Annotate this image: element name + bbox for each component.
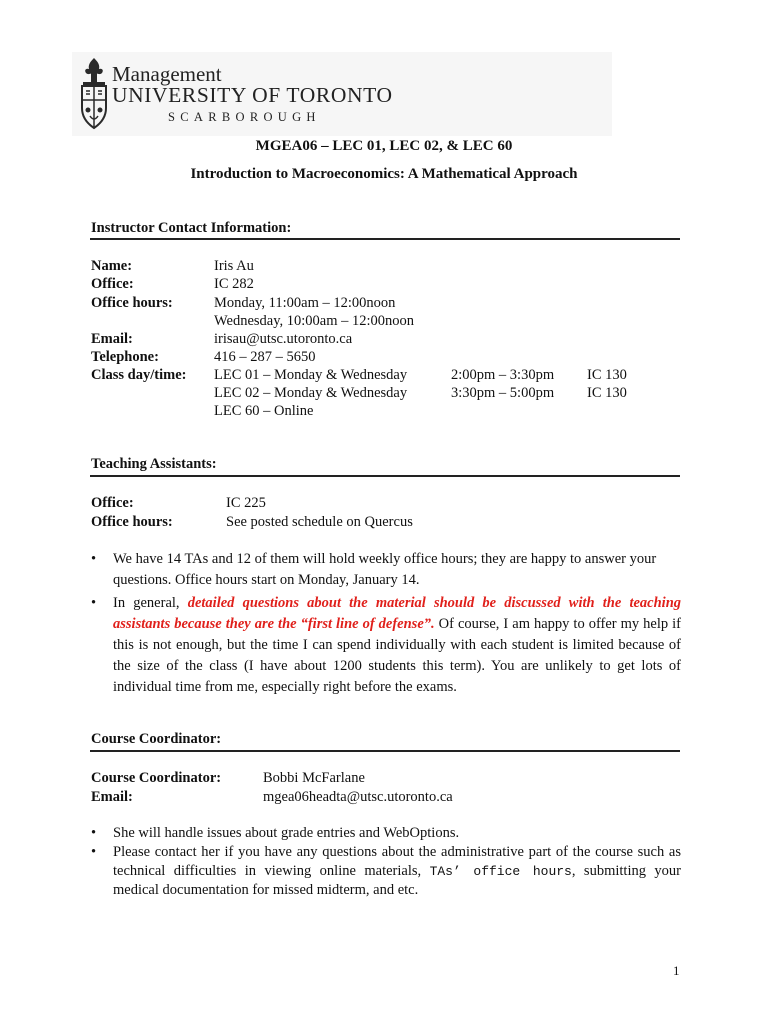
email-label: Email:	[91, 331, 133, 347]
bullet-icon: •	[91, 551, 97, 567]
office-label: Office:	[91, 276, 134, 292]
instructor-name: Iris Au	[214, 258, 254, 274]
class-time: 2:00pm – 3:30pm	[451, 367, 555, 383]
name-label: Name:	[91, 258, 133, 274]
course-subtitle: Introduction to Macroeconomics: A Mathematical Approach	[190, 166, 578, 182]
coordinator-note-1: She will handle issues about grade entries and WebOptions.	[113, 825, 460, 841]
university-logo	[72, 52, 612, 136]
list-item	[91, 843, 681, 900]
coordinator-email-label: Email:	[91, 789, 133, 805]
list-item	[91, 824, 681, 843]
ta-note-1-line1: We have 14 TAs and 12 of them will hold weekly office hours; they are happy to answer your	[113, 551, 657, 567]
ta-note-1-line2: questions. Office hours start on Monday, January 14.	[113, 572, 420, 588]
section-divider	[90, 238, 680, 240]
ta-notes-list	[91, 549, 681, 698]
instructor-office: IC 282	[214, 276, 254, 292]
class-time-label: Class day/time:	[91, 367, 187, 383]
logo-management: Management	[112, 62, 222, 86]
ta-section-heading: Teaching Assistants:	[91, 456, 217, 472]
course-code-title: MGEA06 – LEC 01, LEC 02, & LEC 60	[255, 138, 513, 154]
coordinator-note-2-mono: TAs’ office hours	[429, 864, 572, 879]
university-crest-icon	[78, 56, 110, 132]
class-section: LEC 60 – Online	[214, 403, 314, 419]
telephone-label: Telephone:	[91, 349, 159, 365]
class-section: LEC 02 – Monday & Wednesday	[214, 385, 408, 401]
class-room: IC 130	[587, 367, 627, 383]
class-section: LEC 01 – Monday & Wednesday	[214, 367, 408, 383]
coordinator-email: mgea06headta@utsc.utoronto.ca	[263, 789, 453, 805]
section-divider	[90, 750, 680, 752]
bullet-icon: •	[91, 844, 97, 860]
office-hours-label: Office hours:	[91, 295, 173, 311]
coordinator-section-heading: Course Coordinator:	[91, 731, 222, 747]
page-number: 1	[673, 963, 680, 978]
coordinator-note-2-rest: , submitting your medical documentation for missed midterm, and etc.	[113, 863, 681, 898]
section-divider	[90, 475, 680, 477]
ta-office-hours-label: Office hours:	[91, 514, 173, 530]
class-room: IC 130	[587, 385, 627, 401]
instructor-email: irisau@utsc.utoronto.ca	[214, 331, 353, 347]
class-time: 3:30pm – 5:00pm	[451, 385, 555, 401]
coordinator-name: Bobbi McFarlane	[263, 770, 365, 786]
logo-university: UNIVERSITY OF TORONTO	[112, 83, 393, 107]
list-item	[91, 593, 681, 698]
bullet-icon: •	[91, 825, 97, 841]
ta-office-hours: See posted schedule on Quercus	[226, 514, 413, 530]
office-hours-wednesday: Wednesday, 10:00am – 12:00noon	[214, 313, 415, 329]
office-hours-monday: Monday, 11:00am – 12:00noon	[214, 295, 396, 311]
ta-office: IC 225	[226, 495, 266, 511]
ta-note-2-lead: In general,	[113, 595, 188, 611]
list-item	[91, 549, 681, 591]
coordinator-label: Course Coordinator:	[91, 770, 222, 786]
instructor-telephone: 416 – 287 – 5650	[214, 349, 316, 365]
logo-campus: SCARBOROUGH	[168, 110, 321, 124]
coordinator-notes-list	[91, 824, 681, 900]
bullet-icon: •	[91, 595, 97, 611]
instructor-section-heading: Instructor Contact Information:	[91, 220, 292, 236]
ta-office-label: Office:	[91, 495, 134, 511]
ta-note-2-rest: Of course, I am happy to offer my help if this is not enough, but the time I can spend individually with each student is limited because of the size of the class (I have about 1200 students this term). You are unlikely to get lots of individual time from me, especially right before the exams.	[113, 616, 681, 695]
ta-note-2-emphasis: detailed questions about the material should be discussed with the teaching assistants because they are the “first line of defense”.	[113, 595, 682, 632]
coordinator-note-2-lead: Please contact her if you have any questions about the administrative part of the course such as technical difficulties in viewing online materials,	[113, 844, 681, 879]
